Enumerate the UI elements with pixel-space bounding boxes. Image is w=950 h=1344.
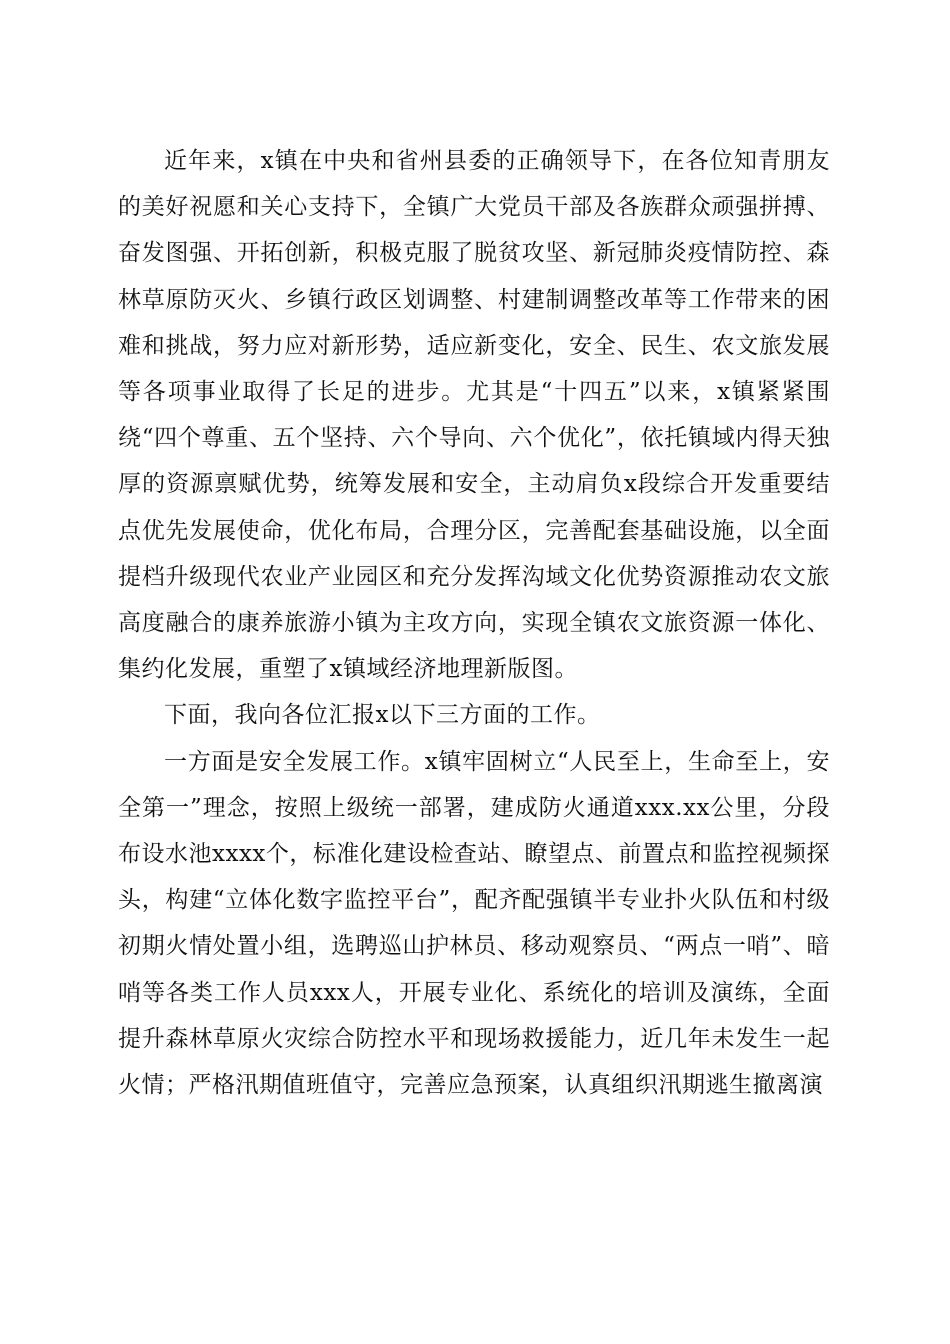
paragraph-intro: 近年来，x镇在中央和省州县委的正确领导下，在各位知青朋友的美好祝愿和关心支持下，全镇广大党员干部及各族群众顽强拼搏、奋发图强、开拓创新，积极克服了脱贫攻坚、新冠肺炎疫情防控、森林草原防灭火、乡镇行政区划调整、村建制调整改革等工作带来的困难和挑战，努力应对新形势，适应新变化，安全、民生、农文旅发展等各项事业取得了长足的进步。尤其是“十四五”以来，x镇紧紧围绕“四个尊重、五个坚持、六个导向、六个优化”，依托镇域内得天独厚的资源禀赋优势，统筹发展和安全，主动肩负x段综合开发重要结点优先发展使命，优化布局，合理分区，完善配套基础设施，以全面提档升级现代农业产业园区和充分发挥沟域文化优势资源推动农文旅高度融合的康养旅游小镇为主攻方向，实现全镇农文旅资源一体化、集约化发展，重塑了x镇域经济地理新版图。 <box>118 148 830 683</box>
document-body <box>118 138 830 1108</box>
paragraph-safety-development: 一方面是安全发展工作。x镇牢固树立“人民至上，生命至上，安全第一”理念，按照上级统一部署，建成防火通道xxx.xx公里，分段布设水池xxxx个，标准化建设检查站、瞭望点、前置点和监控视频探头，构建“立体化数字监控平台”，配齐配强镇半专业扑火队伍和村级初期火情处置小组，选聘巡山护林员、移动观察员、“两点一哨”、暗哨等各类工作人员xxx人，开展专业化、系统化的培训及演练，全面提升森林草原火灾综合防控水平和现场救援能力，近几年未发生一起火情；严格汛期值班值守，完善应急预案，认真组织汛期逃生撤离演 <box>118 748 830 1099</box>
paragraph-report-outline: 下面，我向各位汇报x以下三方面的工作。 <box>164 702 601 729</box>
